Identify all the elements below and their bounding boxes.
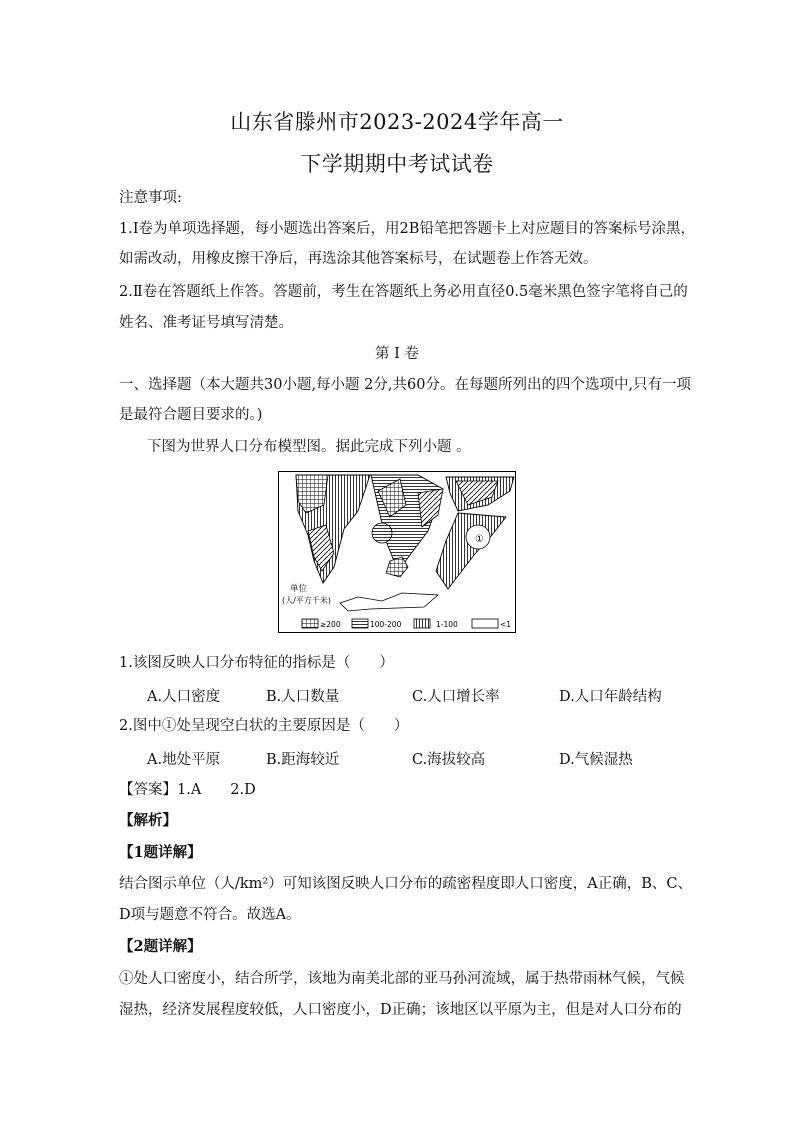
map-unit-label: 单位 — [290, 584, 308, 594]
detail-1-heading: 【1题详解】 — [119, 844, 202, 861]
detail-2-text-line2: 湿热，经济发展程度较低，人口密度小，D正确；该地区以平原为主，但是对人口分布的 — [119, 1002, 682, 1018]
legend-swatch-medium — [352, 619, 368, 628]
legend-label-high: ≥200 — [320, 620, 341, 629]
detail-1-text-line1: 结合图示单位（人/km²）可知该图反映人口分布的疏密程度即人口密度，A正确，B、C、 — [119, 876, 692, 892]
q1-option-b: B.人口数量 — [266, 689, 340, 705]
detail-2-heading: 【2题详解】 — [119, 938, 202, 955]
q2-option-c: C.海拔较高 — [412, 752, 486, 768]
section-title: 第 I 卷 — [375, 346, 419, 362]
population-distribution-map — [278, 471, 516, 633]
q2-option-d: D.气候湿热 — [559, 752, 633, 768]
legend-label-sparse: <1 — [500, 620, 512, 629]
part1-instructions-line1: 一、选择题（本大题共30小题,每小题 2分,共60分。在每题所列出的四个选项中,只有一项 — [119, 377, 692, 393]
document-title-line2: 下学期期中考试试卷 — [300, 152, 494, 176]
notice-item-1-line2: 如需改动，用橡皮擦干净后，再选涂其他答案标号，在试题卷上作答无效。 — [119, 251, 598, 267]
map-marker-1: ① — [475, 534, 484, 545]
question-1-stem: 1.该图反映人口分布特征的指标是（ ） — [119, 655, 394, 671]
notice-item-2-line1: 2.Ⅱ卷在答题纸上作答。答题前，考生在答题纸上务必用直径0.5毫米黑色签字笔将自己的 — [119, 284, 688, 300]
notice-heading: 注意事项: — [119, 190, 182, 206]
document-title-line1: 山东省滕州市2023-2024学年高一 — [230, 110, 564, 134]
figure-intro: 下图为世界人口分布模型图。据此完成下列小题 。 — [147, 439, 471, 455]
detail-2-text-line1: ①处人口密度小，结合所学，该地为南美北部的亚马孙河流域，属于热带雨林气候，气候 — [119, 971, 685, 987]
q1-option-c: C.人口增长率 — [412, 689, 500, 705]
legend-swatch-sparse — [472, 619, 498, 628]
legend-label-low: 1-100 — [436, 620, 458, 629]
q1-option-a: A.人口密度 — [147, 689, 221, 705]
notice-item-2-line2: 姓名、准考证号填写清楚。 — [119, 315, 293, 331]
q2-option-b: B.距海较近 — [266, 752, 340, 768]
legend-label-medium: 100-200 — [370, 620, 402, 629]
map-unit-subtitle: (人/平方千米) — [282, 596, 331, 605]
answer-line: 【答案】1.A 2.D — [119, 782, 256, 798]
analysis-heading: 【解析】 — [119, 812, 177, 829]
detail-1-text-line2: D项与题意不符合。故选A。 — [119, 907, 301, 923]
legend-swatch-high — [302, 619, 318, 628]
notice-item-1-line1: 1.I卷为单项选择题，每小题选出答案后，用2B铅笔把答题卡上对应题目的答案标号涂黑， — [119, 221, 695, 237]
q2-option-a: A.地处平原 — [147, 752, 221, 768]
question-2-stem: 2.图中①处呈现空白状的主要原因是（ ） — [119, 718, 409, 734]
legend-swatch-low — [414, 619, 430, 628]
q1-option-d: D.人口年龄结构 — [559, 689, 662, 705]
part1-instructions-line2: 是最符合题目要求的。) — [119, 407, 263, 423]
